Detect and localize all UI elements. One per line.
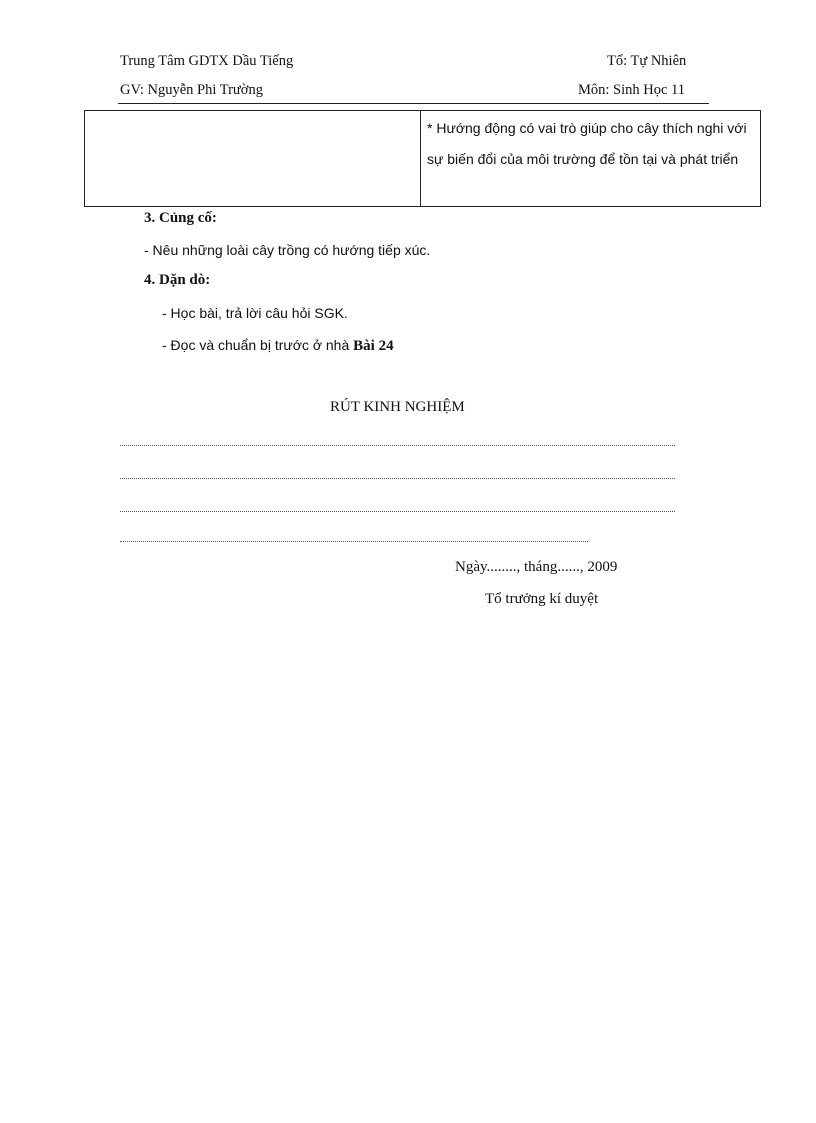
homework-item-2-text: - Đọc và chuẩn bị trước ở nhà <box>162 337 354 353</box>
table-cell-right: * Hướng động có vai trò giúp cho cây thích nghi với sự biến đổi của môi trường để tồn tại và phát triển <box>421 111 761 207</box>
content-table <box>84 110 761 207</box>
consolidation-title: 3. Củng cố: <box>144 210 217 226</box>
homework-item-1: - Học bài, trả lời câu hỏi SGK. <box>162 305 348 321</box>
header-rule <box>118 103 709 104</box>
homework-title: 4. Dặn dò: <box>144 272 211 288</box>
table-cell-left <box>85 111 421 207</box>
dotted-line <box>120 445 675 446</box>
homework-item-2 <box>162 337 394 355</box>
group-name: Tổ: Tự Nhiên <box>607 53 687 69</box>
table-row <box>85 111 761 207</box>
dotted-line <box>120 478 675 479</box>
school-name: Trung Tâm GDTX Dầu Tiếng <box>120 53 294 69</box>
date-line: Ngày........, tháng......, 2009 <box>455 559 618 575</box>
dotted-line <box>120 511 675 512</box>
dotted-line <box>120 541 588 542</box>
approver-label: Tổ trưởng kí duyệt <box>485 591 599 607</box>
subject-name: Môn: Sinh Học 11 <box>578 82 686 98</box>
experience-title: RÚT KINH NGHIỆM <box>330 399 465 415</box>
teacher-name: GV: Nguyễn Phi Trường <box>120 82 263 98</box>
homework-item-2-lesson: Bài 24 <box>353 338 394 354</box>
consolidation-item: - Nêu những loài cây trồng có hướng tiếp xúc. <box>144 242 431 258</box>
